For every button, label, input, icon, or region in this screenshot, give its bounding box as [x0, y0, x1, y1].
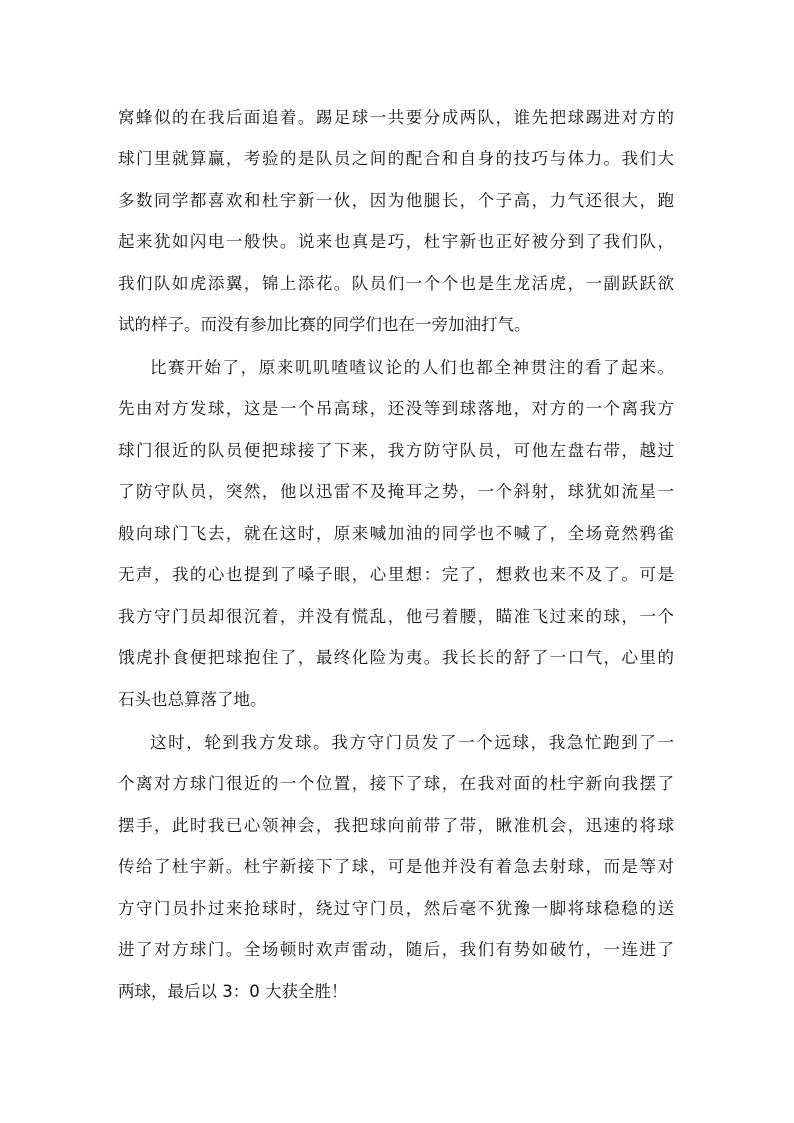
- text-line: 了防守队员，突然，他以迅雷不及掩耳之势，一个斜射，球犹如流星一: [118, 482, 674, 501]
- text-line: 试的样子。而没有参加比赛的同学们也在一旁加油打气。: [118, 315, 531, 334]
- text-line: 个离对方球门很近的一个位置，接下了球，在我对面的杜宇新向我摆了: [118, 774, 674, 793]
- text-line: 球门里就算赢，考验的是队员之间的配合和自身的技巧与体力。我们大: [118, 149, 674, 168]
- text-line: 摆手，此时我已心领神会，我把球向前带了带，瞅准机会，迅速的将球: [118, 816, 674, 835]
- text-line: 先由对方发球，这是一个吊高球，还没等到球落地，对方的一个离我方: [118, 399, 674, 418]
- text-line: 多数同学都喜欢和杜宇新一伙，因为他腿长，个子高，力气还很大，跑: [118, 191, 674, 210]
- text-line: 无声，我的心也提到了嗓子眼，心里想：完了，想救也来不及了。可是: [118, 565, 674, 584]
- text-line: 球门很近的队员便把球接了下来，我方防守队员，可他左盘右带，越过: [118, 441, 674, 460]
- text-line: 饿虎扑食便把球抱住了，最终化险为夷。我长长的舒了一口气，心里的: [118, 648, 674, 667]
- paragraph-first-line: 比赛开始了，原来叽叽喳喳议论的人们也都全神贯注的看了起来。: [150, 358, 674, 377]
- text-line: 石头也总算落了地。: [118, 690, 267, 709]
- text-line: 传给了杜宇新。杜宇新接下了球，可是他并没有着急去射球，而是等对: [118, 857, 674, 876]
- text-line: 我们队如虎添翼，锦上添花。队员们一个个也是生龙活虎，一副跃跃欲: [118, 274, 674, 293]
- text-line: 方守门员扑过来抢球时，绕过守门员，然后毫不犹豫一脚将球稳稳的送: [118, 899, 674, 918]
- text-line: 进了对方球门。全场顿时欢声雷动，随后，我们有势如破竹，一连进了: [118, 940, 674, 959]
- text-line: 起来犹如闪电一般快。说来也真是巧，杜宇新也正好被分到了我们队，: [118, 232, 674, 251]
- text-line: 两球，最后以 3：0 大获全胜！: [118, 982, 348, 1001]
- text-line: 般向球门飞去，就在这时，原来喊加油的同学也不喊了，全场竟然鸦雀: [118, 524, 674, 543]
- text-line: 我方守门员却很沉着，并没有慌乱，他弓着腰，瞄准飞过来的球，一个: [118, 607, 674, 626]
- text-line: 窝蜂似的在我后面追着。踢足球一共要分成两队，谁先把球踢进对方的: [118, 108, 674, 127]
- paragraph-first-line: 这时，轮到我方发球。我方守门员发了一个远球，我急忙跑到了一: [150, 733, 674, 752]
